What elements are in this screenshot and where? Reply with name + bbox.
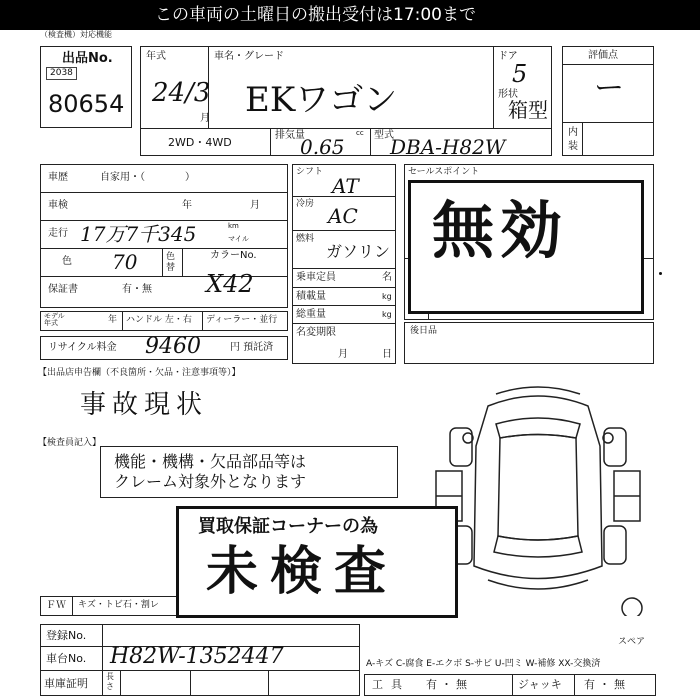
tools-value: 有・無 [426, 678, 471, 691]
mileage-value: 17万7千345 [80, 222, 197, 246]
disclaimer-line2: クレーム対象外となります [114, 472, 307, 491]
mile-unit: マイル [228, 235, 249, 243]
month-unit: 月 [200, 113, 210, 124]
drive: 2WD・4WD [168, 136, 232, 149]
jack-value: 有・無 [584, 678, 629, 691]
warranty-label: 保証書 [48, 284, 78, 295]
weight-unit: kg [382, 310, 392, 319]
usage-label: 車歴 [48, 172, 68, 183]
interior-grade-label: 内装 [568, 127, 578, 152]
capacity-label: 乗車定員 [296, 272, 336, 283]
km-unit: km [228, 222, 239, 230]
displacement-unit: cc [356, 129, 364, 137]
shape-value: 箱型 [508, 98, 548, 122]
displacement-label: 排気量 [275, 130, 305, 141]
usage-value: 自家用・（ ） [100, 172, 195, 183]
change-month: 月 [338, 349, 348, 360]
chassis-value: H82W-1352447 [110, 644, 284, 669]
caption: （検査機）対応機能 [40, 30, 112, 39]
model-year-unit: 年 [108, 315, 118, 325]
length-label: 長さ [106, 672, 114, 691]
shape-label: 形状 [498, 89, 518, 100]
change-label: 名変期限 [296, 327, 336, 338]
fuel-label: 燃料 [296, 234, 315, 244]
later-label: 後日品 [410, 326, 438, 336]
grade-label: 評価点 [588, 50, 618, 61]
fw-value: キズ・トビ石・割レ [78, 600, 159, 610]
mileage-label: 走行 [48, 228, 68, 239]
tools-label: 工具 [372, 678, 410, 691]
capacity-unit: 名 [382, 272, 392, 283]
notes-handwritten: 事故現状 [80, 390, 209, 420]
change-day: 日 [382, 349, 392, 360]
handle-label: ハンドル 左・右 [126, 315, 192, 325]
recycle-unit: 円 預託済 [230, 342, 274, 353]
lot-label: 出品No. [62, 51, 113, 66]
notes-label: 【出品店申告欄（不良箇所・欠品・注意事項等）】 [38, 368, 241, 378]
spare-label: スペア [618, 637, 646, 647]
later-box [404, 322, 654, 364]
sales-label: セールスポイント [408, 167, 480, 177]
displacement-value: 0.65 [300, 135, 345, 159]
damage-legend: A-キズ C-腐食 E-エクボ S-サビ U-凹ミ W-補修 XX-交換済 [366, 659, 601, 669]
recycle-value: 9460 [145, 334, 201, 359]
fuel-value: ガソリン [326, 242, 391, 261]
grade-value: ー [594, 71, 624, 106]
model-label: 型式 [374, 130, 394, 141]
ac-label: 冷房 [296, 199, 315, 209]
name-label: 車名・グレード [214, 51, 284, 62]
inspector-label: 【検査員記入】 [38, 438, 102, 448]
door-value: 5 [512, 60, 528, 88]
color-change-label: 色替 [166, 252, 176, 273]
inspection-month: 月 [250, 200, 260, 211]
inspection-label: 車検 [48, 200, 68, 211]
color-no-value: X42 [206, 270, 254, 298]
banner-text: この車両の土曜日の搬出受付は17:00まで [155, 5, 476, 25]
fw-label: ＦＷ [46, 600, 66, 611]
name-value: EKワゴン [245, 80, 398, 120]
model-value: DBA-H82W [390, 135, 506, 159]
inspection-year: 年 [182, 200, 192, 211]
recycle-label: リサイクル料金 [48, 342, 117, 353]
chassis-label: 車台No. [46, 652, 87, 665]
color-label: 色 [62, 256, 72, 267]
color-value: 70 [112, 250, 138, 274]
corner-stamp-line2: 未検査 [206, 542, 399, 602]
shift-label: シフト [296, 167, 324, 177]
year-value: 24/3 [152, 78, 211, 108]
load-label: 積載量 [296, 291, 326, 302]
color-no-label: カラーNo. [210, 250, 257, 261]
model-year-label: モデル年式 [44, 312, 65, 327]
void-stamp-text: 無効 [432, 194, 569, 267]
ac-value: AC [328, 204, 358, 228]
cert-label: 車庫証明 [44, 677, 88, 690]
shift-value: AT [332, 174, 359, 198]
dealer-label: ディーラー・並行 [206, 315, 278, 325]
lot-code: 2038 [46, 67, 77, 80]
door-label: ドア [498, 51, 518, 62]
dot [659, 272, 662, 275]
lot-number: 80654 [48, 90, 125, 118]
reg-label: 登録No. [46, 629, 87, 642]
weight-label: 総重量 [296, 309, 326, 320]
warranty-value: 有・無 [122, 284, 152, 295]
load-unit: kg [382, 292, 392, 301]
disclaimer-line1: 機能・機構・欠品部品等は [114, 452, 307, 471]
jack-label: ジャッキ [518, 678, 562, 691]
year-label: 年式 [146, 51, 166, 62]
corner-stamp-line1: 買取保証コーナーの為 [198, 516, 378, 537]
